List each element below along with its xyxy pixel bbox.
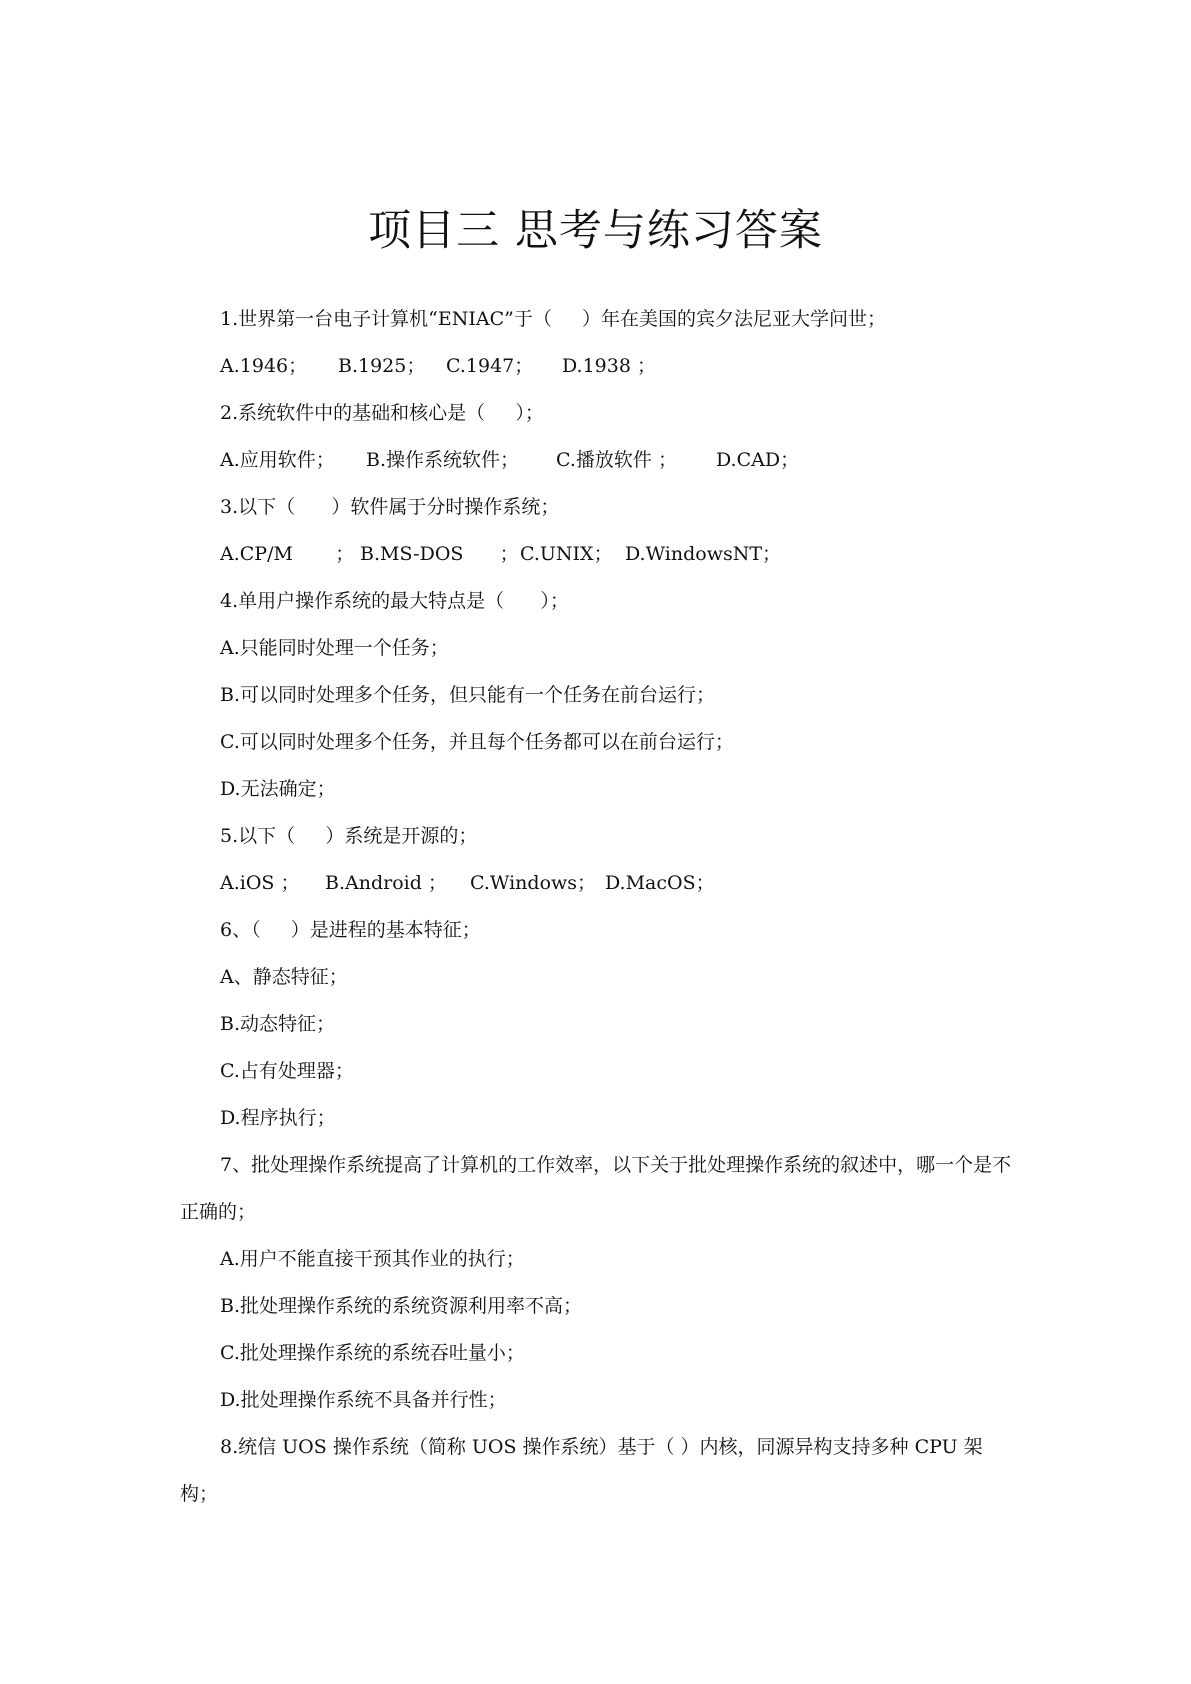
q3-option-b: B.MS-DOS ； <box>360 543 519 565</box>
page-title: 项目三 思考与练习答案 <box>368 206 823 256</box>
q6-option-c: C.占有处理器； <box>220 1060 354 1082</box>
q1-option-d: D.1938 ； <box>562 355 656 377</box>
q4-option-c: C.可以同时处理多个任务，并且每个任务都可以在前台运行； <box>220 731 734 753</box>
question-1-options <box>180 343 1020 390</box>
q6-option-a: A、静态特征； <box>220 966 348 988</box>
question-1-stem: 1.世界第一台电子计算机“ENIAC”于（ ）年在美国的宾夕法尼亚大学问世； <box>220 308 887 330</box>
q7-option-b: B.批处理操作系统的系统资源利用率不高； <box>220 1295 583 1317</box>
question-4-stem: 4.单用户操作系统的最大特点是（ ）； <box>220 590 569 612</box>
q2-option-b: B.操作系统软件； <box>366 449 520 471</box>
question-5-stem: 5.以下（ ）系统是开源的； <box>220 825 478 847</box>
question-6-stem: 6、（ ）是进程的基本特征； <box>220 919 481 941</box>
q7-option-d: D.批处理操作系统不具备并行性； <box>220 1389 507 1411</box>
q7-option-c: C.批处理操作系统的系统吞吐量小； <box>220 1342 525 1364</box>
q6-option-d: D.程序执行； <box>220 1107 336 1129</box>
q7-option-a: A.用户不能直接干预其作业的执行； <box>220 1248 525 1270</box>
question-3-options <box>180 531 1020 578</box>
q5-option-b: B.Android ； <box>325 872 447 894</box>
question-list <box>180 296 1020 1518</box>
q2-option-a: A.应用软件； <box>220 449 335 471</box>
q4-option-a: A.只能同时处理一个任务； <box>220 637 449 659</box>
q1-option-a: A.1946； <box>220 355 308 377</box>
q5-option-c: C.Windows； <box>470 872 597 894</box>
question-5-options <box>180 860 1020 907</box>
q2-option-d: D.CAD； <box>716 449 800 471</box>
q5-option-d: D.MacOS； <box>605 872 715 894</box>
question-8-stem: 8.统信 UOS 操作系统（简称 UOS 操作系统）基于（ ）内核，同源异构支持多种 CPU 架构； <box>180 1436 983 1505</box>
q6-option-b: B.动态特征； <box>220 1013 336 1035</box>
question-7-stem: 7、批处理操作系统提高了计算机的工作效率，以下关于批处理操作系统的叙述中，哪一个是不正确的； <box>180 1154 1012 1223</box>
question-3-stem: 3.以下（ ）软件属于分时操作系统； <box>220 496 560 518</box>
q3-option-a: A.CP/M ； <box>220 543 355 565</box>
question-2-options <box>180 437 1020 484</box>
q4-option-d: D.无法确定； <box>220 778 336 800</box>
q3-option-c: C.UNIX； <box>520 543 613 565</box>
q1-option-c: C.1947； <box>446 355 534 377</box>
q4-option-b: B.可以同时处理多个任务，但只能有一个任务在前台运行； <box>220 684 716 706</box>
q5-option-a: A.iOS ； <box>220 872 300 894</box>
q3-option-d: D.WindowsNT； <box>625 543 782 565</box>
q1-option-b: B.1925； <box>338 355 426 377</box>
question-2-stem: 2.系统软件中的基础和核心是（ ）； <box>220 402 544 424</box>
q2-option-c: C.播放软件 ； <box>556 449 677 471</box>
